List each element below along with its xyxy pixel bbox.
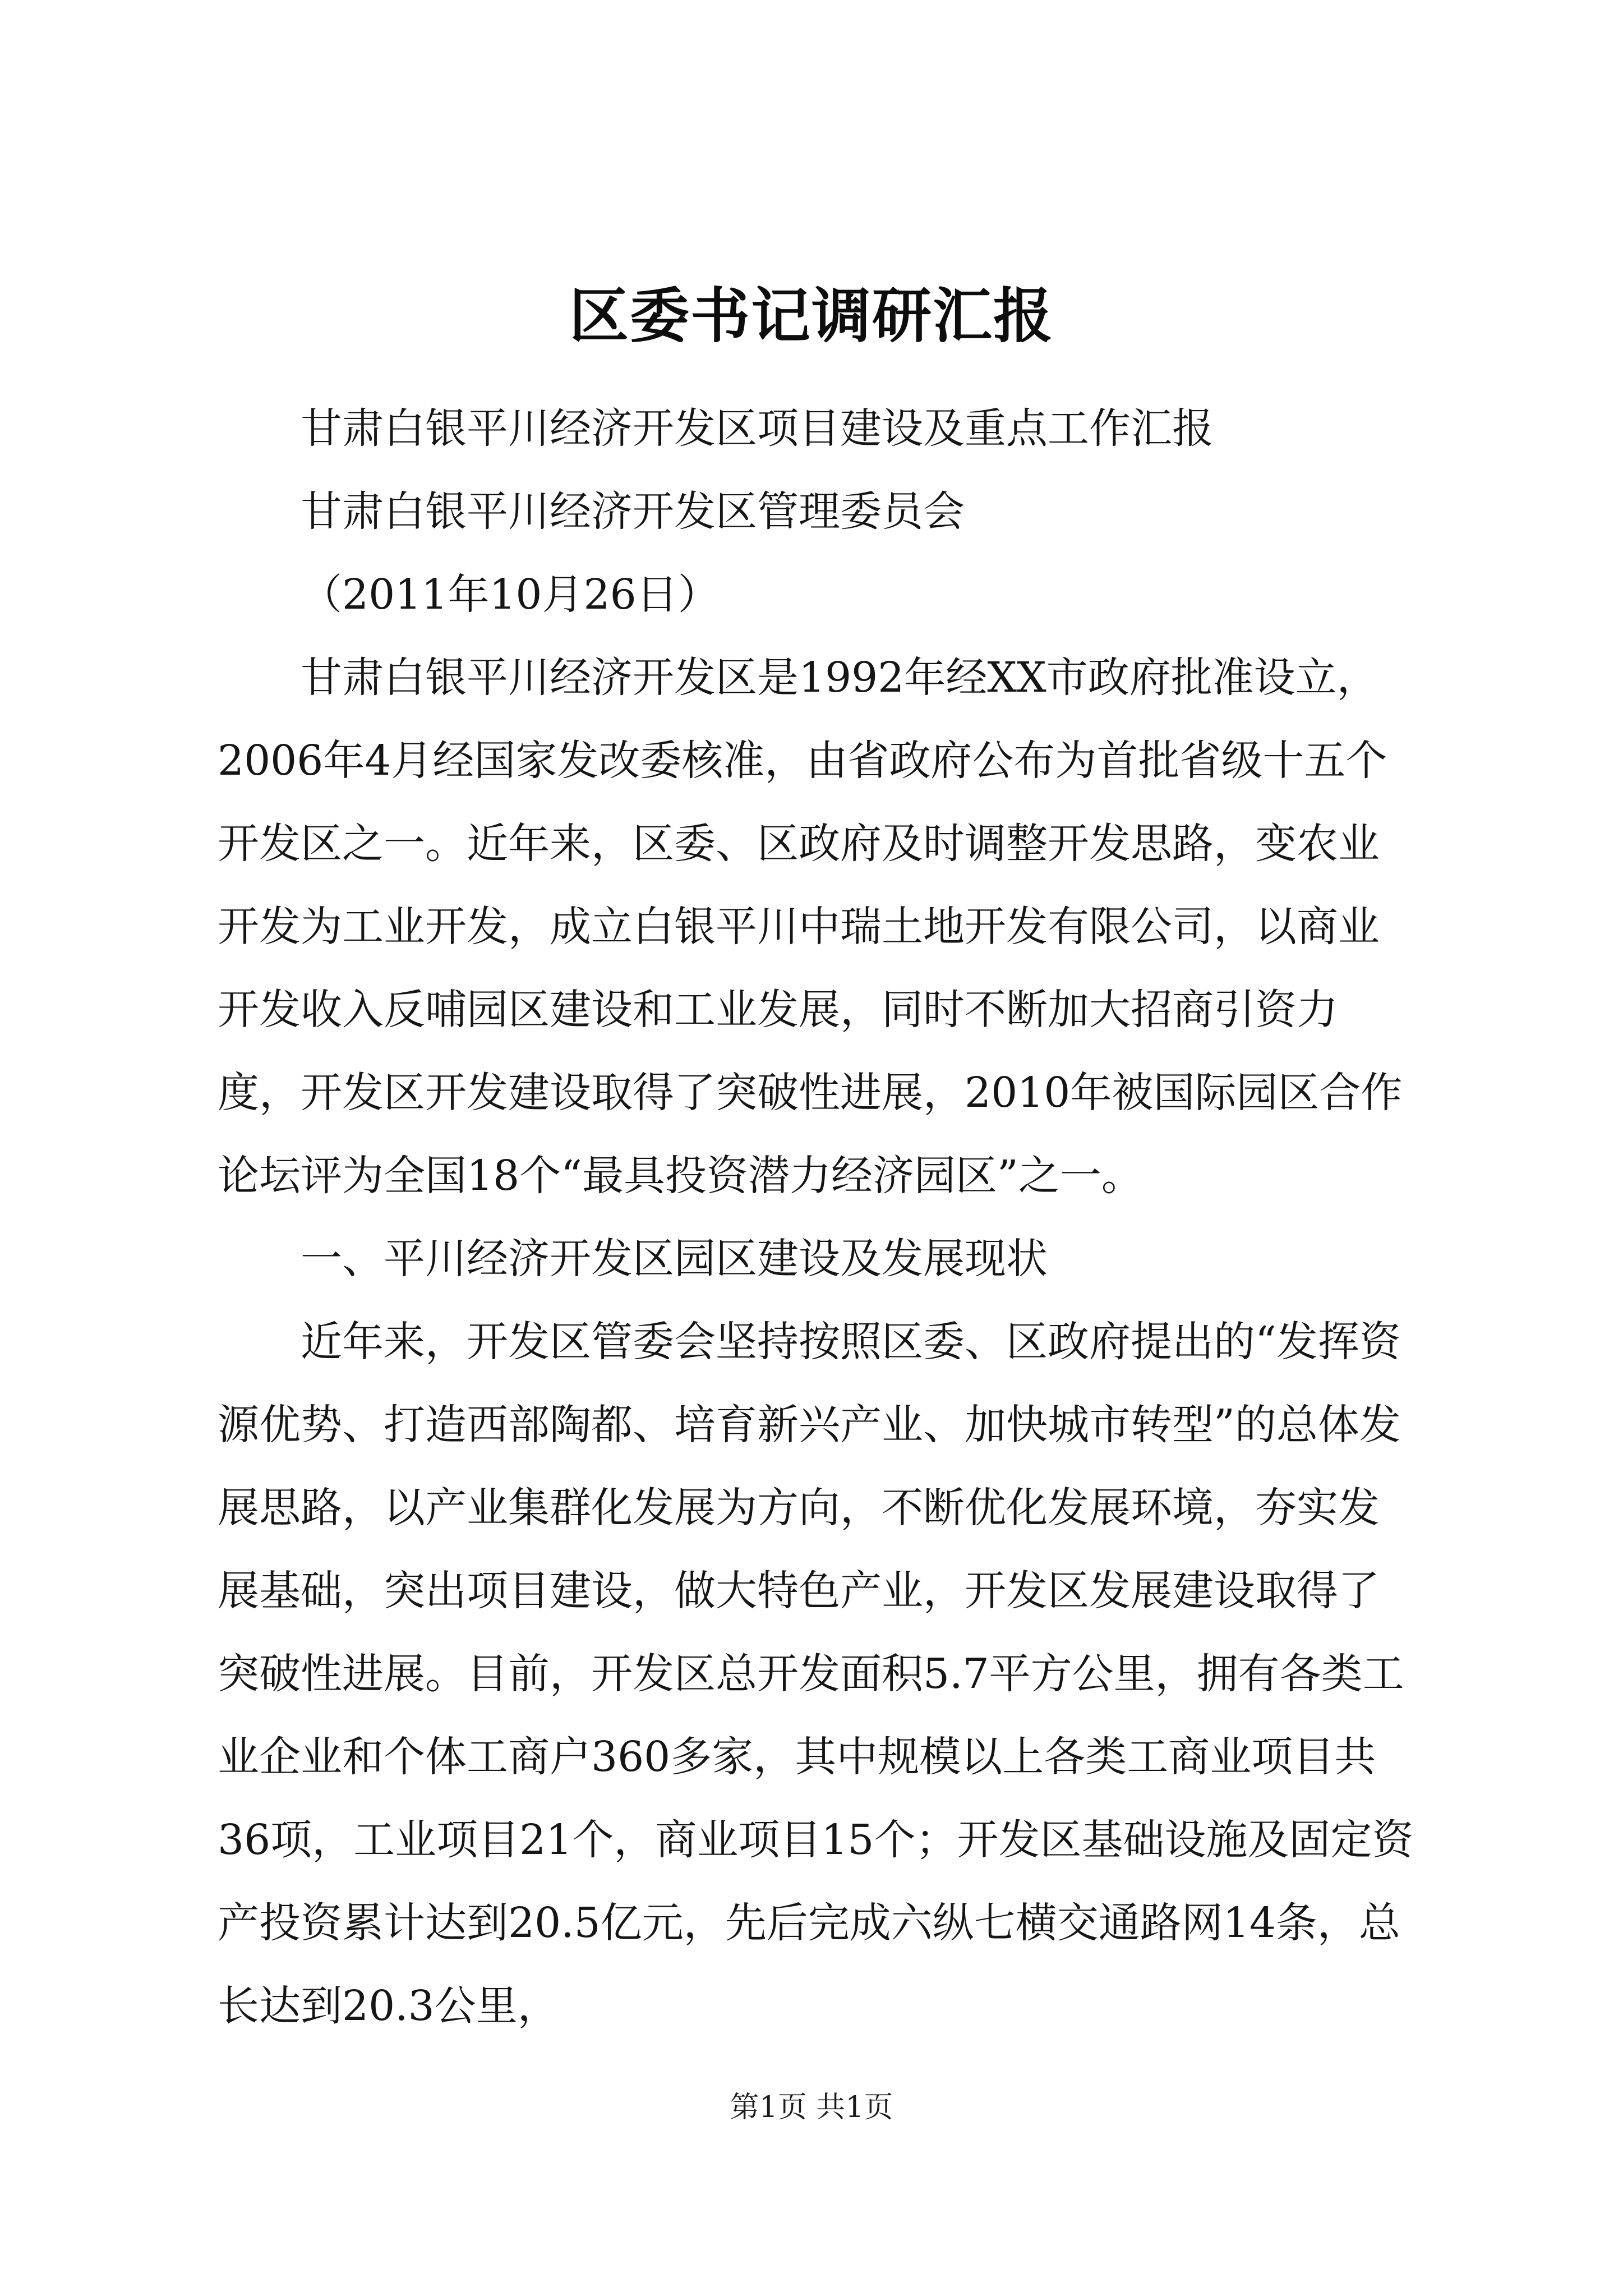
- document-body: [218, 387, 1419, 2047]
- page-footer: 第1页 共1页: [730, 2091, 893, 2124]
- section-heading: 一、平川经济开发区园区建设及发展现状: [301, 1235, 1048, 1283]
- paragraph-intro: 甘肃白银平川经济开发区是1992年经XX市政府批准设立，2006年4月经国家发改委核准，由省政府公布为首批省级十五个开发区之一。近年来，区委、区政府及时调整开发思路，变农业开发为工业开发，成立白银平川中瑞土地开发有限公司，以商业开发收入反哺园区建设和工业发展，同时不断加大招商引资力度，开发区开发建设取得了突破性进展，2010年被国际园区合作论坛评为全国18个“最具投资潜力经济园区”之一。: [218, 654, 1403, 1200]
- paragraph-status: 近年来，开发区管委会坚持按照区委、区政府提出的“发挥资源优势、打造西部陶都、培育新兴产业、加快城市转型”的总体发展思路，以产业集群化发展为方向，不断优化发展环境，夯实发展基础，突出项目建设，做大特色产业，开发区发展建设取得了突破性进展。目前，开发区总开发面积5.7平方公里，拥有各类工业企业和个体工商户360多家，其中规模以上各类工商业项目共36项，工业项目21个，商业项目15个；开发区基础设施及固定资产投资累计达到20.5亿元，先后完成六纵七横交通路网14条，总长达到20.3公里，: [218, 1318, 1414, 2030]
- document-title: 区委书记调研汇报: [569, 280, 1054, 351]
- paragraph-subtitle: 甘肃白银平川经济开发区项目建设及重点工作汇报: [301, 404, 1214, 453]
- paragraph-date: （2011年10月26日）: [301, 570, 720, 619]
- paragraph-organization: 甘肃白银平川经济开发区管理委员会: [301, 487, 965, 536]
